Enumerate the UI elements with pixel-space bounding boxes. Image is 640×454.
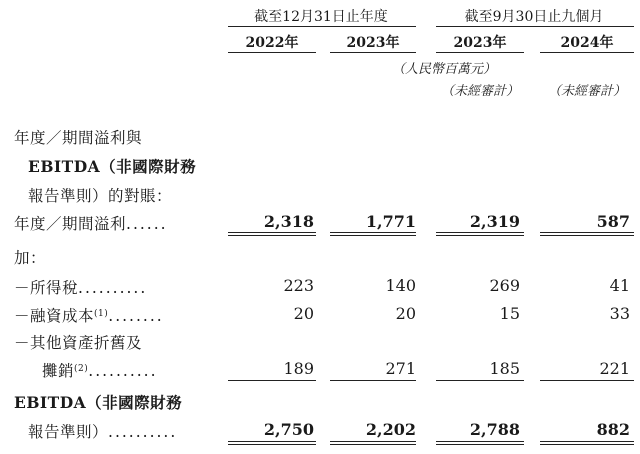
year-2024-ninemonth-header: 2024年 xyxy=(560,35,614,51)
dot-leader: ...... xyxy=(126,215,168,233)
total-rule xyxy=(436,444,524,445)
income-tax-2023-9m: 269 xyxy=(489,276,520,295)
income-tax-2023: 140 xyxy=(385,276,416,295)
total-rule xyxy=(330,441,416,442)
section-title-line3: 報告準則）的對賬： xyxy=(28,187,173,205)
total-rule xyxy=(436,235,524,236)
finance-cost-2023: 20 xyxy=(395,304,416,323)
total-rule xyxy=(228,232,316,233)
finance-cost-row-label xyxy=(14,304,164,326)
profit-2024-9m: 587 xyxy=(596,212,630,231)
group2-underline xyxy=(436,26,634,27)
finance-cost-2023-9m: 15 xyxy=(499,304,520,323)
ebitda-2023-9m: 2,788 xyxy=(469,420,520,439)
unaudited-note-2024: （未經審計） xyxy=(547,84,626,99)
add-label: 加： xyxy=(14,249,47,267)
ebitda-row-label xyxy=(28,420,177,442)
dot-leader: .......... xyxy=(88,362,158,380)
dot-leader: .......... xyxy=(78,279,148,297)
income-tax-label-text: －所得稅 xyxy=(14,279,79,297)
depreciation-2023: 271 xyxy=(385,359,416,378)
year-2023-header: 2023年 xyxy=(346,35,400,51)
subtotal-rule xyxy=(228,380,316,381)
finance-cost-2022: 20 xyxy=(293,304,314,323)
subtotal-rule xyxy=(436,380,524,381)
profit-label-text: 年度／期間溢利 xyxy=(14,215,127,233)
total-rule xyxy=(436,441,524,442)
footnote-ref: (2) xyxy=(74,364,89,374)
total-rule xyxy=(540,441,634,442)
total-rule xyxy=(540,235,634,236)
footnote-ref: (1) xyxy=(94,309,109,319)
income-tax-2022: 223 xyxy=(283,276,314,295)
ebitda-2022: 2,750 xyxy=(263,420,314,439)
group1-underline xyxy=(228,26,416,27)
subtotal-rule xyxy=(330,380,416,381)
ebitda-2023: 2,202 xyxy=(365,420,416,439)
total-rule xyxy=(330,444,416,445)
profit-row-label xyxy=(14,212,168,234)
dot-leader: ........ xyxy=(108,307,164,325)
profit-2023-9m: 2,319 xyxy=(469,212,520,231)
section-title-line2: EBITDA（非國際財務 xyxy=(28,157,197,176)
depreciation-label-line2: 攤銷 xyxy=(42,362,75,380)
ebitda-label-line2: 報告準則） xyxy=(28,423,109,441)
subtotal-rule xyxy=(540,380,634,381)
total-rule xyxy=(436,232,524,233)
income-tax-2024-9m: 41 xyxy=(609,276,630,295)
income-tax-row-label xyxy=(14,276,147,298)
year-underline xyxy=(436,52,524,53)
section-title-line1: 年度／期間溢利與 xyxy=(14,129,143,147)
year-underline xyxy=(540,52,634,53)
ebitda-label-line1: EBITDA（非國際財務 xyxy=(14,393,183,412)
total-rule xyxy=(228,235,316,236)
profit-2022: 2,318 xyxy=(263,212,314,231)
total-rule xyxy=(228,444,316,445)
total-rule xyxy=(330,232,416,233)
finance-cost-label-text: －融資成本 xyxy=(14,307,95,325)
year-2022-header: 2022年 xyxy=(245,35,299,51)
depreciation-label-line1: －其他資產折舊及 xyxy=(14,334,143,352)
depreciation-2024-9m: 221 xyxy=(599,359,630,378)
dot-leader: .......... xyxy=(108,423,178,441)
total-rule xyxy=(540,444,634,445)
depreciation-2022: 189 xyxy=(283,359,314,378)
total-rule xyxy=(228,441,316,442)
year-underline xyxy=(228,52,316,53)
ebitda-2024-9m: 882 xyxy=(596,420,630,439)
depreciation-2023-9m: 185 xyxy=(489,359,520,378)
period-group-fiscal-year: 截至12月31日止年度 xyxy=(254,9,388,25)
period-group-nine-months: 截至9月30日止九個月 xyxy=(464,9,604,25)
year-underline xyxy=(330,52,416,53)
unaudited-note-2023: （未經審計） xyxy=(440,84,519,99)
depreciation-row-label xyxy=(42,359,158,381)
profit-2023: 1,771 xyxy=(365,212,416,231)
finance-cost-2024-9m: 33 xyxy=(609,304,630,323)
total-rule xyxy=(540,232,634,233)
total-rule xyxy=(330,235,416,236)
year-2023-ninemonth-header: 2023年 xyxy=(453,35,507,51)
currency-unit: （人民幣百萬元） xyxy=(391,62,496,77)
